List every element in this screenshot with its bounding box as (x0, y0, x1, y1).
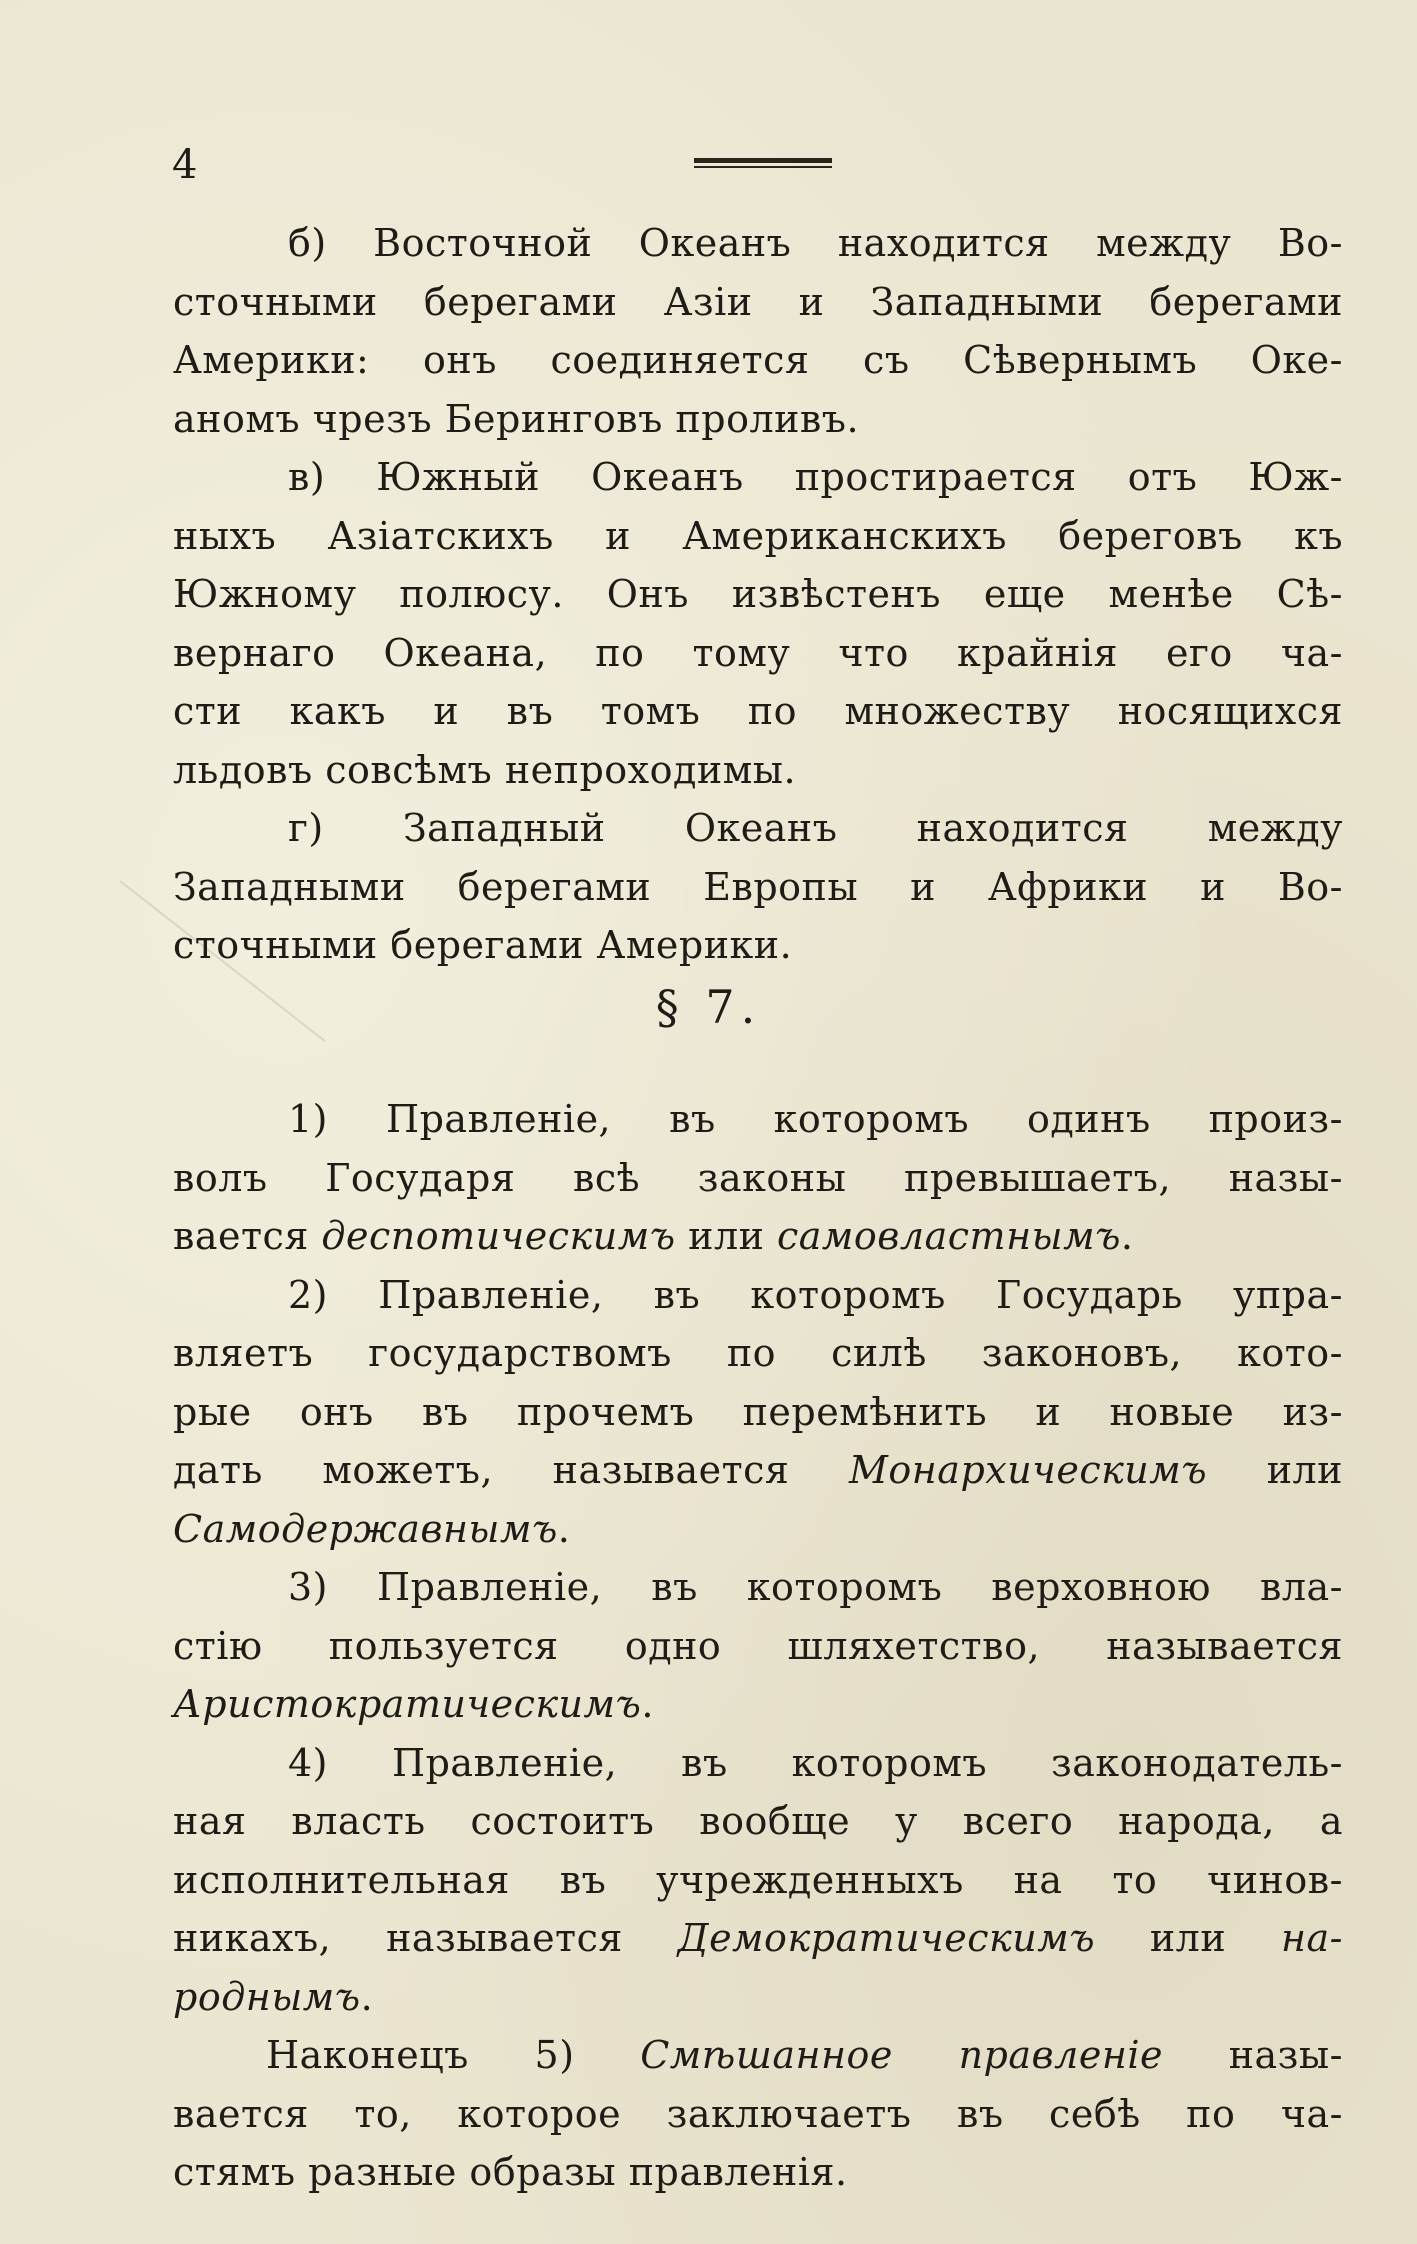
italic-term: роднымъ (173, 1974, 361, 2019)
text-run: назы- (1163, 2033, 1343, 2077)
text-line: волъ Государя всѣ законы превышаетъ, назы- (173, 1155, 1343, 1200)
text-line: сти какъ и въ томъ по множеству носящихся (173, 689, 1343, 733)
header-rule-thick (694, 158, 832, 163)
text-line: Южному полюсу. Онъ извѣстенъ еще менѣе Сѣ- (173, 572, 1343, 616)
italic-term: Аристократическимъ (173, 1682, 642, 1726)
text-run: или (675, 1214, 777, 1258)
text-line (173, 2026, 1343, 2085)
text-line: в) Южный Океанъ простирается отъ Юж- (288, 455, 1343, 499)
text-run: вается (173, 1214, 322, 1258)
text-line: стiю пользуется одно шляхетство, называется (173, 1623, 1343, 1668)
text-run: . (1120, 1214, 1134, 1258)
oceans-text (173, 214, 1343, 975)
text-run: Наконецъ 5) (266, 2033, 641, 2077)
text-line: исполнительная въ учрежденныхъ на то чинов- (173, 1857, 1343, 1902)
text-run: . (360, 1974, 374, 2019)
italic-term: Самодержавнымъ (173, 1506, 558, 1551)
text-line: аномъ чрезъ Беринговъ проливъ. (173, 396, 860, 441)
text-line: сточными берегами Америки. (173, 923, 793, 967)
text-line (173, 1207, 1343, 1266)
italic-term: Монархическимъ (848, 1448, 1208, 1492)
text-line: сточными берегами Азiи и Западными берегами (173, 279, 1343, 324)
header-rule (694, 158, 832, 168)
text-line (173, 1441, 1343, 1500)
text-line: 1) Правленiе, въ которомъ одинъ произ- (288, 1097, 1343, 1141)
text-line: ныхъ Азiатскихъ и Американскихъ береговъ къ (173, 513, 1343, 558)
text-line: 3) Правленiе, въ которомъ верховною вла- (288, 1565, 1343, 1609)
text-line: Западными берегами Европы и Африки и Во- (173, 864, 1343, 909)
italic-term: на- (1280, 1916, 1344, 1960)
text-line: г) Западный Океанъ находится между (288, 806, 1343, 850)
text-run: никахъ, называется (173, 1916, 678, 1960)
header-rule-thin (694, 166, 832, 168)
text-line (173, 1500, 1343, 1559)
page-number: 4 (172, 142, 198, 188)
text-line: 4) Правленiе, въ которомъ законодатель- (288, 1740, 1343, 1785)
government-text (173, 1090, 1343, 2202)
section-heading: § 7. (655, 980, 762, 1034)
text-line: Америки: онъ соединяется съ Сѣвернымъ Оке- (173, 338, 1343, 382)
text-line (173, 1968, 1343, 2027)
text-line: 2) Правленiе, въ которомъ Государь упра- (288, 1272, 1343, 1317)
text-run: . (557, 1506, 571, 1551)
text-line (173, 1909, 1343, 1968)
text-run: или (1207, 1448, 1343, 1492)
italic-term: деспотическимъ (321, 1214, 676, 1258)
text-line: вается то, которое заключаетъ въ себѣ по ча- (173, 2091, 1343, 2136)
italic-term: самовластнымъ (776, 1214, 1121, 1258)
text-line: рые онъ въ прочемъ перемѣнить и новые из- (173, 1389, 1343, 1434)
text-run: или (1095, 1916, 1281, 1960)
text-line: вернаго Океана, по тому что крайнiя его ча- (173, 630, 1343, 675)
text-line: б) Восточной Океанъ находится между Во- (288, 221, 1343, 265)
text-run: . (641, 1682, 654, 1726)
text-line (173, 1675, 1343, 1734)
italic-term: Смѣшанное правленiе (640, 2033, 1164, 2077)
text-line: вляетъ государствомъ по силѣ законовъ, кото- (173, 1331, 1343, 1375)
text-line: ная власть состоитъ вообще у всего народа, а (173, 1799, 1343, 1843)
italic-term: Демократическимъ (677, 1916, 1096, 1960)
text-run: дать можетъ, называется (173, 1448, 849, 1492)
text-line: стямъ разные образы правленiя. (173, 2150, 848, 2194)
text-line: льдовъ совсѣмъ непроходимы. (173, 747, 797, 792)
